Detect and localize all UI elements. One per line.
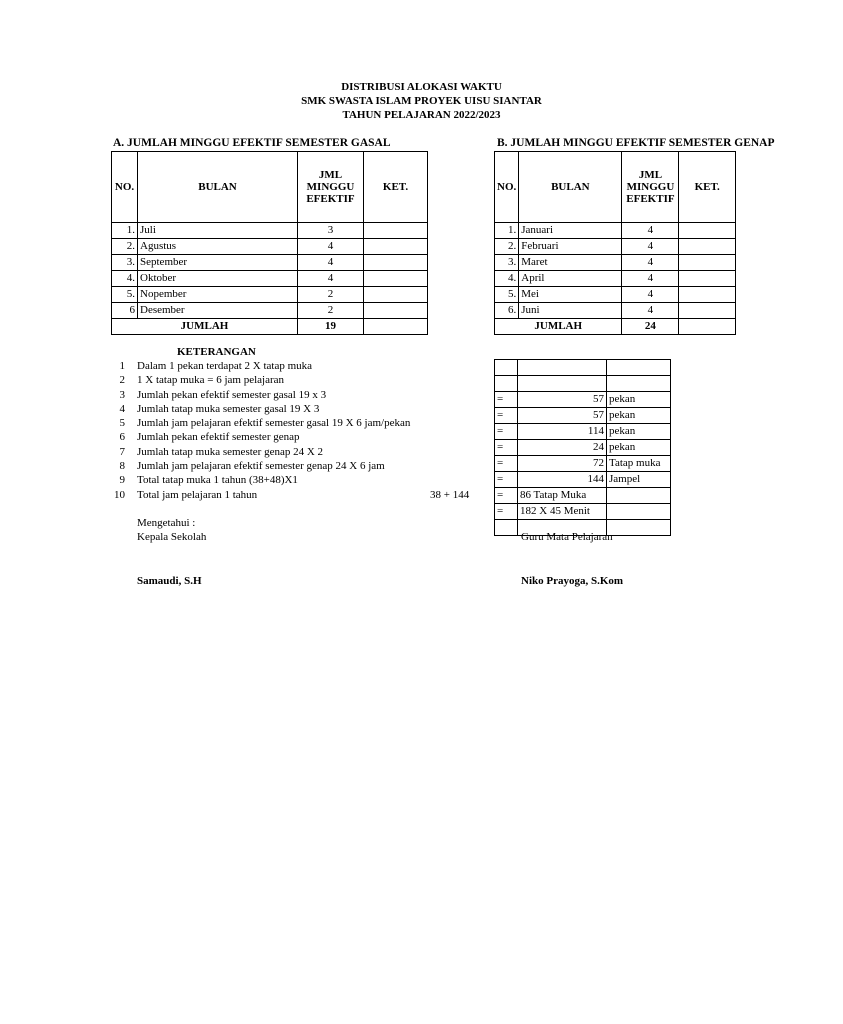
row-no: 1.	[495, 223, 519, 239]
col-no-header: NO.	[112, 152, 138, 223]
item-no: 8	[119, 460, 125, 473]
table-row	[495, 424, 671, 440]
row-jml: 4	[622, 303, 679, 319]
value-cell: 72	[518, 456, 607, 472]
table-semester-genap	[494, 151, 736, 335]
value-cell: 86 Tatap Muka	[518, 488, 607, 504]
list-item	[113, 431, 483, 445]
table-semester-gasal	[111, 151, 428, 335]
value-cell: 182 X 45 Menit	[518, 504, 607, 520]
item-extra: 38 + 144	[430, 488, 470, 501]
total-ket	[679, 319, 736, 335]
keterangan-list	[113, 360, 483, 503]
total-ket	[364, 319, 428, 335]
table-row	[495, 376, 671, 392]
eq-cell	[495, 360, 518, 376]
doc-title-line2: SMK SWASTA ISLAM PROYEK UISU SIANTAR	[301, 95, 542, 107]
row-ket	[364, 287, 428, 303]
value-cell	[518, 360, 607, 376]
total-value: 24	[622, 319, 679, 335]
col-bulan-header: BULAN	[519, 152, 622, 223]
row-ket	[364, 223, 428, 239]
table-row	[495, 360, 671, 376]
item-text: Total jam pelajaran 1 tahun	[137, 488, 258, 501]
section-a-title: A. JUMLAH MINGGU EFEKTIF SEMESTER GASAL	[113, 137, 391, 149]
empty-cell	[607, 520, 671, 536]
unit-cell	[607, 504, 671, 520]
row-bulan: Desember	[138, 303, 298, 319]
row-jml: 4	[622, 287, 679, 303]
row-ket	[679, 287, 736, 303]
unit-cell	[607, 360, 671, 376]
eq-cell: =	[495, 408, 518, 424]
item-no: 3	[119, 388, 125, 401]
row-ket	[364, 239, 428, 255]
unit-cell: pekan	[607, 392, 671, 408]
col-no-header: NO.	[495, 152, 519, 223]
table-row	[495, 303, 736, 319]
unit-cell	[607, 488, 671, 504]
item-no: 4	[119, 402, 125, 415]
unit-cell: pekan	[607, 440, 671, 456]
row-no: 6	[112, 303, 138, 319]
item-text: Jumlah jam pelajaran efektif semester gasal 19 X 6 jam/pekan	[137, 417, 411, 430]
col-jml-header: JML MINGGU EFEKTIF	[298, 152, 364, 223]
row-ket	[679, 255, 736, 271]
col-ket-header: KET.	[364, 152, 428, 223]
table-row	[495, 488, 671, 504]
list-item	[113, 474, 483, 488]
list-item	[113, 389, 483, 403]
table-row	[112, 255, 428, 271]
row-no: 5.	[495, 287, 519, 303]
row-ket	[364, 255, 428, 271]
list-item	[113, 460, 483, 474]
eq-cell: =	[495, 392, 518, 408]
signature-right-name: Niko Prayoga, S.Kom	[521, 575, 624, 587]
table-row	[495, 239, 736, 255]
list-item	[113, 417, 483, 431]
item-no: 6	[119, 431, 125, 444]
item-no: 1	[119, 360, 125, 372]
table-row	[495, 504, 671, 520]
table-row	[112, 287, 428, 303]
table-row	[495, 392, 671, 408]
row-bulan: Januari	[519, 223, 622, 239]
row-no: 2.	[112, 239, 138, 255]
total-label: JUMLAH	[495, 319, 622, 335]
row-jml: 4	[622, 271, 679, 287]
section-b-title: B. JUMLAH MINGGU EFEKTIF SEMESTER GENAP	[497, 137, 775, 149]
row-bulan: Juli	[138, 223, 298, 239]
col-bulan-header: BULAN	[138, 152, 298, 223]
row-no: 5.	[112, 287, 138, 303]
item-no: 7	[119, 445, 125, 458]
item-text: Jumlah jam pelajaran efektif semester genap 24 X 6 jam	[137, 460, 385, 473]
table-row	[495, 223, 736, 239]
eq-cell: =	[495, 424, 518, 440]
item-text: Jumlah tatap muka semester gasal 19 X 3	[137, 402, 320, 415]
row-bulan: Juni	[519, 303, 622, 319]
unit-cell: Jampel	[607, 472, 671, 488]
row-bulan: Mei	[519, 287, 622, 303]
value-cell	[518, 376, 607, 392]
eq-cell	[495, 376, 518, 392]
empty-cell	[495, 520, 518, 536]
value-cell: 57	[518, 408, 607, 424]
eq-cell: =	[495, 472, 518, 488]
keterangan-result-table	[494, 359, 671, 536]
row-jml: 2	[298, 303, 364, 319]
total-value: 19	[298, 319, 364, 335]
item-text: Jumlah pekan efektif semester gasal 19 x 3	[137, 388, 327, 401]
item-no: 5	[119, 417, 125, 430]
item-no: 9	[119, 474, 125, 487]
value-cell: 114	[518, 424, 607, 440]
item-no: 10	[114, 488, 125, 501]
table-header-row	[495, 152, 736, 223]
item-no: 2	[119, 374, 125, 387]
unit-cell: pekan	[607, 408, 671, 424]
row-no: 2.	[495, 239, 519, 255]
table-row	[112, 303, 428, 319]
row-ket	[364, 271, 428, 287]
unit-cell	[607, 376, 671, 392]
list-item	[113, 489, 483, 503]
list-item	[113, 403, 483, 417]
item-text: 1 X tatap muka = 6 jam pelajaran	[137, 374, 285, 387]
table-row	[112, 223, 428, 239]
row-jml: 4	[298, 239, 364, 255]
row-bulan: Agustus	[138, 239, 298, 255]
table-row	[495, 287, 736, 303]
doc-title-line3: TAHUN PELAJARAN 2022/2023	[342, 109, 501, 121]
row-no: 4.	[112, 271, 138, 287]
signature-right-line1: Guru Mata Pelajaran	[521, 531, 613, 543]
row-bulan: September	[138, 255, 298, 271]
list-item	[113, 360, 483, 374]
row-jml: 4	[622, 223, 679, 239]
row-no: 6.	[495, 303, 519, 319]
item-text: Total tatap muka 1 tahun (38+48)X1	[137, 474, 298, 487]
eq-cell: =	[495, 488, 518, 504]
eq-cell: =	[495, 504, 518, 520]
row-ket	[679, 223, 736, 239]
table-row	[495, 472, 671, 488]
value-cell: 24	[518, 440, 607, 456]
row-jml: 4	[298, 255, 364, 271]
row-no: 4.	[495, 271, 519, 287]
table-row	[112, 239, 428, 255]
row-no: 3.	[112, 255, 138, 271]
row-ket	[679, 303, 736, 319]
list-item	[113, 446, 483, 460]
row-bulan: Oktober	[138, 271, 298, 287]
row-jml: 4	[298, 271, 364, 287]
row-bulan: Maret	[519, 255, 622, 271]
row-bulan: Februari	[519, 239, 622, 255]
value-cell: 144	[518, 472, 607, 488]
row-jml: 2	[298, 287, 364, 303]
eq-cell: =	[495, 456, 518, 472]
row-ket	[679, 271, 736, 287]
table-row	[112, 271, 428, 287]
keterangan-title: KETERANGAN	[177, 346, 256, 358]
item-text: Jumlah tatap muka semester genap 24 X 2	[137, 445, 324, 458]
table-header-row	[112, 152, 428, 223]
table-row	[495, 408, 671, 424]
table-total-row	[112, 319, 428, 335]
signature-left-line1: Mengetahui :	[137, 517, 196, 529]
table-total-row	[495, 319, 736, 335]
row-no: 3.	[495, 255, 519, 271]
table-row	[495, 456, 671, 472]
row-bulan: Nopember	[138, 287, 298, 303]
unit-cell: pekan	[607, 424, 671, 440]
row-jml: 4	[622, 239, 679, 255]
row-jml: 3	[298, 223, 364, 239]
item-text: Dalam 1 pekan terdapat 2 X tatap muka	[137, 360, 313, 372]
row-jml: 4	[622, 255, 679, 271]
col-ket-header: KET.	[679, 152, 736, 223]
table-row	[495, 271, 736, 287]
unit-cell: Tatap muka	[607, 456, 671, 472]
row-no: 1.	[112, 223, 138, 239]
signature-left-name: Samaudi, S.H	[137, 575, 202, 587]
row-bulan: April	[519, 271, 622, 287]
value-cell: 57	[518, 392, 607, 408]
row-ket	[364, 303, 428, 319]
row-ket	[679, 239, 736, 255]
item-text: Jumlah pekan efektif semester genap	[137, 431, 300, 444]
table-row	[495, 440, 671, 456]
eq-cell: =	[495, 440, 518, 456]
list-item	[113, 374, 483, 388]
signature-left-line2: Kepala Sekolah	[137, 531, 207, 543]
total-label: JUMLAH	[112, 319, 298, 335]
doc-title-line1: DISTRIBUSI ALOKASI WAKTU	[341, 81, 502, 93]
table-row	[495, 255, 736, 271]
col-jml-header: JML MINGGU EFEKTIF	[622, 152, 679, 223]
